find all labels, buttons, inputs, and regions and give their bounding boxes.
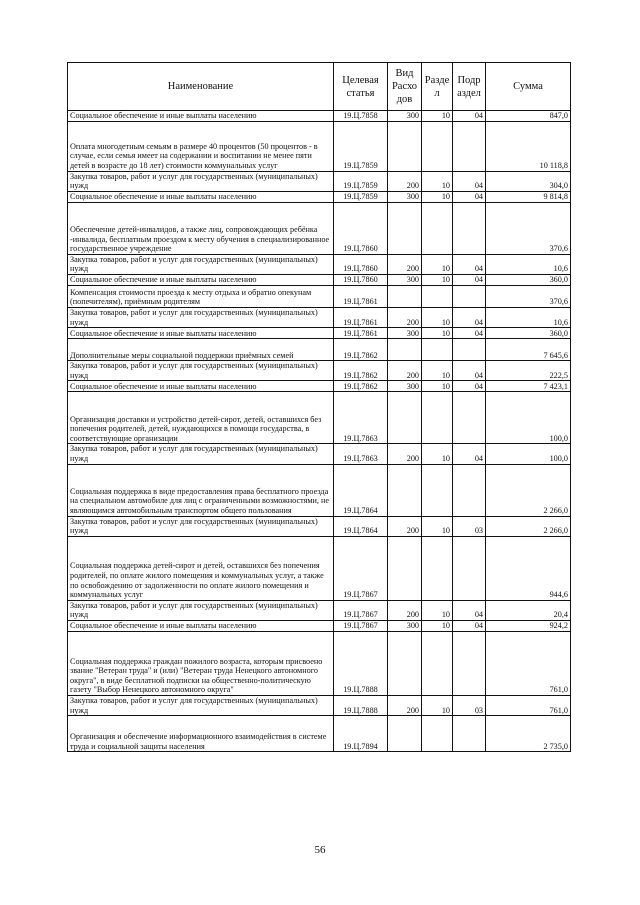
row-section: 10 (422, 695, 453, 715)
row-target-article: 19.Ц.7858 (334, 111, 388, 122)
table-row (68, 361, 571, 381)
row-sum: 2 266,0 (486, 516, 571, 536)
row-target-article: 19.Ц.7862 (334, 339, 388, 361)
row-subsection: 04 (453, 254, 486, 274)
header-section: Разде л (422, 63, 453, 111)
row-expense-type (388, 536, 422, 600)
row-target-article: 19.Ц.7859 (334, 191, 388, 202)
row-sum: 761,0 (486, 631, 571, 695)
table-row (68, 444, 571, 464)
row-expense-type: 200 (388, 600, 422, 620)
row-name: Социальная поддержка граждан пожилого возраста, которым присвоено звание "Ветеран труда" и (или) "Ветеран труда Ненецкого автономного округа", в виде бесплатной подписки на общественно-политическую газету "Выбор Ненецкого автономного округа" (68, 631, 334, 695)
row-name: Социальное обеспечение и иные выплаты населению (68, 111, 334, 122)
table-row (68, 339, 571, 361)
table-row (68, 111, 571, 122)
row-subsection: 04 (453, 381, 486, 392)
row-sum: 100,0 (486, 444, 571, 464)
table-row (68, 516, 571, 536)
row-subsection: 04 (453, 444, 486, 464)
row-section: 10 (422, 328, 453, 339)
row-expense-type: 200 (388, 444, 422, 464)
row-sum: 10,6 (486, 307, 571, 327)
row-target-article: 19.Ц.7888 (334, 631, 388, 695)
row-target-article: 19.Ц.7864 (334, 516, 388, 536)
row-name: Организация доставки и устройство детей-сирот, детей, оставшихся без попечения родителей, детей, нуждающихся в помощи государства, в соответствующие организации (68, 392, 334, 444)
row-subsection: 04 (453, 307, 486, 327)
header-subsection: Подр аздел (453, 63, 486, 111)
row-sum: 847,0 (486, 111, 571, 122)
row-sum: 924,2 (486, 620, 571, 631)
row-section (422, 339, 453, 361)
row-sum: 20,4 (486, 600, 571, 620)
row-name: Социальное обеспечение и иные выплаты населению (68, 191, 334, 202)
header-row (68, 63, 571, 111)
row-subsection: 04 (453, 361, 486, 381)
row-target-article: 19.Ц.7860 (334, 202, 388, 254)
row-target-article: 19.Ц.7888 (334, 695, 388, 715)
row-section (422, 392, 453, 444)
table-row (68, 464, 571, 516)
page-number: 56 (314, 844, 326, 856)
row-expense-type (388, 716, 422, 752)
row-name: Оплата многодетным семьям в размере 40 процентов (50 процентов - в случае, если семья имеет на содержании и воспитании не менее пяти детей в возрасте до 18 лет) стоимости коммунальных услуг (68, 121, 334, 171)
row-sum: 2 735,0 (486, 716, 571, 752)
table-row (68, 600, 571, 620)
row-expense-type: 200 (388, 695, 422, 715)
row-subsection (453, 285, 486, 307)
table-row (68, 274, 571, 285)
row-section: 10 (422, 171, 453, 191)
row-target-article: 19.Ц.7864 (334, 464, 388, 516)
row-target-article: 19.Ц.7867 (334, 536, 388, 600)
row-expense-type: 300 (388, 274, 422, 285)
row-section (422, 121, 453, 171)
row-expense-type: 300 (388, 620, 422, 631)
table-row (68, 328, 571, 339)
row-subsection: 04 (453, 600, 486, 620)
row-section (422, 285, 453, 307)
row-subsection: 04 (453, 111, 486, 122)
row-section (422, 202, 453, 254)
row-subsection: 03 (453, 516, 486, 536)
row-subsection (453, 121, 486, 171)
row-name: Закупка товаров, работ и услуг для государственных (муниципальных) нужд (68, 307, 334, 327)
header-target-article: Целевая статья (334, 63, 388, 111)
row-section: 10 (422, 381, 453, 392)
row-subsection: 04 (453, 171, 486, 191)
table-row (68, 536, 571, 600)
table-row (68, 695, 571, 715)
header-sum: Сумма (486, 63, 571, 111)
row-sum: 944,6 (486, 536, 571, 600)
row-section (422, 631, 453, 695)
row-sum: 360,0 (486, 274, 571, 285)
row-subsection (453, 464, 486, 516)
table-row (68, 121, 571, 171)
row-expense-type: 200 (388, 307, 422, 327)
row-section (422, 716, 453, 752)
row-subsection: 03 (453, 695, 486, 715)
row-name: Закупка товаров, работ и услуг для государственных (муниципальных) нужд (68, 600, 334, 620)
row-name: Социальное обеспечение и иные выплаты населению (68, 381, 334, 392)
row-target-article: 19.Ц.7861 (334, 285, 388, 307)
row-section: 10 (422, 620, 453, 631)
row-expense-type (388, 339, 422, 361)
row-expense-type (388, 464, 422, 516)
row-name: Социальное обеспечение и иные выплаты населению (68, 328, 334, 339)
row-target-article: 19.Ц.7862 (334, 361, 388, 381)
row-sum: 370,6 (486, 285, 571, 307)
row-sum: 7 645,6 (486, 339, 571, 361)
row-subsection (453, 631, 486, 695)
header-name: Наименование (68, 63, 334, 111)
row-target-article: 19.Ц.7867 (334, 600, 388, 620)
row-subsection (453, 716, 486, 752)
row-sum: 10,6 (486, 254, 571, 274)
row-section: 10 (422, 600, 453, 620)
row-name: Закупка товаров, работ и услуг для государственных (муниципальных) нужд (68, 444, 334, 464)
row-subsection (453, 536, 486, 600)
row-name: Обеспечение детей-инвалидов, а также лиц, сопровождающих ребёнка -инвалида, бесплатным проездом к месту обучения в специализированное государственное учреждение (68, 202, 334, 254)
row-section: 10 (422, 254, 453, 274)
table-row (68, 285, 571, 307)
table-row (68, 307, 571, 327)
row-target-article: 19.Ц.7863 (334, 392, 388, 444)
row-section (422, 536, 453, 600)
row-expense-type: 300 (388, 111, 422, 122)
table-row (68, 191, 571, 202)
row-expense-type (388, 121, 422, 171)
row-expense-type (388, 202, 422, 254)
table-row (68, 202, 571, 254)
row-target-article: 19.Ц.7894 (334, 716, 388, 752)
row-name: Закупка товаров, работ и услуг для государственных (муниципальных) нужд (68, 171, 334, 191)
header-expense-type: Вид Расхо дов (388, 63, 422, 111)
row-name: Закупка товаров, работ и услуг для государственных (муниципальных) нужд (68, 695, 334, 715)
row-name: Закупка товаров, работ и услуг для государственных (муниципальных) нужд (68, 254, 334, 274)
row-target-article: 19.Ц.7859 (334, 121, 388, 171)
row-subsection (453, 392, 486, 444)
row-sum: 9 814,8 (486, 191, 571, 202)
table-row (68, 631, 571, 695)
row-expense-type: 200 (388, 171, 422, 191)
row-subsection: 04 (453, 620, 486, 631)
row-expense-type: 200 (388, 516, 422, 536)
row-sum: 304,0 (486, 171, 571, 191)
row-subsection (453, 202, 486, 254)
row-name: Закупка товаров, работ и услуг для государственных (муниципальных) нужд (68, 361, 334, 381)
row-sum: 370,6 (486, 202, 571, 254)
row-target-article: 19.Ц.7861 (334, 307, 388, 327)
row-target-article: 19.Ц.7862 (334, 381, 388, 392)
row-section: 10 (422, 111, 453, 122)
row-target-article: 19.Ц.7861 (334, 328, 388, 339)
row-subsection: 04 (453, 328, 486, 339)
row-target-article: 19.Ц.7860 (334, 254, 388, 274)
row-section: 10 (422, 307, 453, 327)
table-row (68, 381, 571, 392)
row-sum: 10 118,8 (486, 121, 571, 171)
row-name: Организация и обеспечение информационного взаимодействия в системе труда и социальной защиты населения (68, 716, 334, 752)
row-name: Закупка товаров, работ и услуг для государственных (муниципальных) нужд (68, 516, 334, 536)
row-name: Социальное обеспечение и иные выплаты населению (68, 274, 334, 285)
row-section: 10 (422, 191, 453, 202)
row-section: 10 (422, 444, 453, 464)
row-expense-type: 300 (388, 381, 422, 392)
row-sum: 222,5 (486, 361, 571, 381)
table-row (68, 716, 571, 752)
row-expense-type (388, 285, 422, 307)
table-row (68, 171, 571, 191)
row-target-article: 19.Ц.7859 (334, 171, 388, 191)
row-name: Социальная поддержка детей-сирот и детей, оставшихся без попечения родителей, по оплате жилого помещения и коммунальных услуг, а также по освобождению от задолженности по оплате жилого помещения и коммунальных услуг (68, 536, 334, 600)
row-expense-type: 300 (388, 191, 422, 202)
row-sum: 761,0 (486, 695, 571, 715)
row-sum: 2 266,0 (486, 464, 571, 516)
row-section: 10 (422, 361, 453, 381)
row-sum: 360,0 (486, 328, 571, 339)
row-subsection (453, 339, 486, 361)
table-row (68, 254, 571, 274)
budget-table (67, 62, 571, 752)
row-expense-type: 300 (388, 328, 422, 339)
row-expense-type (388, 392, 422, 444)
row-name: Социальная поддержка в виде предоставления права бесплатного проезда на специальном автомобиле для лиц с ограниченными возможностями, не являющимся автомобильным транспортом общего пользования (68, 464, 334, 516)
row-section: 10 (422, 274, 453, 285)
row-target-article: 19.Ц.7863 (334, 444, 388, 464)
row-name: Социальное обеспечение и иные выплаты населению (68, 620, 334, 631)
row-section: 10 (422, 516, 453, 536)
row-section (422, 464, 453, 516)
row-name: Компенсация стоимости проезда к месту отдыха и обратно опекунам (попечителям), приёмным родителям (68, 285, 334, 307)
row-expense-type: 200 (388, 254, 422, 274)
table-row (68, 620, 571, 631)
row-expense-type: 200 (388, 361, 422, 381)
row-sum: 100,0 (486, 392, 571, 444)
row-name: Дополнительные меры социальной поддержки приёмных семей (68, 339, 334, 361)
row-subsection: 04 (453, 274, 486, 285)
row-target-article: 19.Ц.7867 (334, 620, 388, 631)
row-subsection: 04 (453, 191, 486, 202)
row-target-article: 19.Ц.7860 (334, 274, 388, 285)
row-expense-type (388, 631, 422, 695)
table-row (68, 392, 571, 444)
row-sum: 7 423,1 (486, 381, 571, 392)
